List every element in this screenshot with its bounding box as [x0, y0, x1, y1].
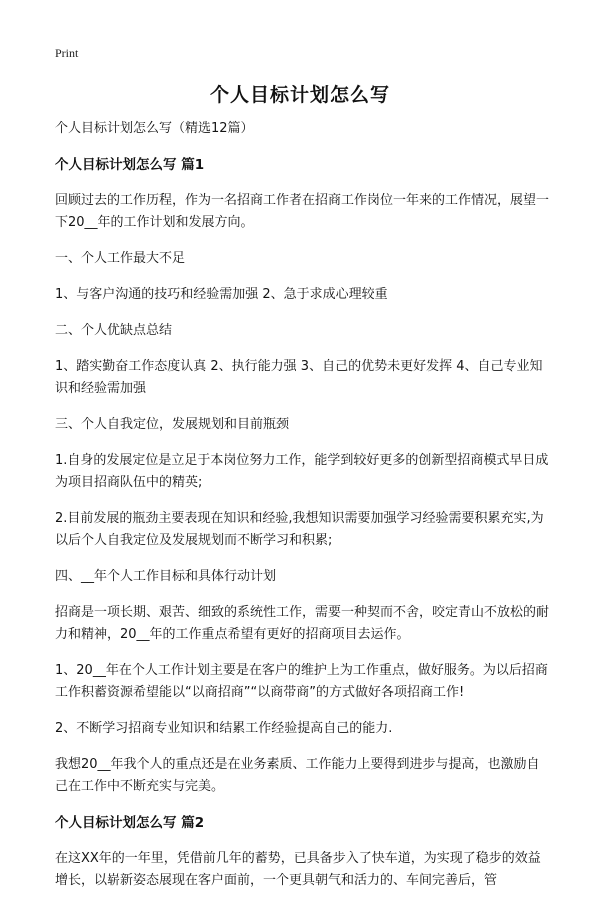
paragraph: 2、不断学习招商专业知识和结累工作经验提高自己的能力. [55, 721, 393, 736]
page-title: 个人目标计划怎么写 [209, 84, 390, 106]
paragraph: 一、个人工作最大不足 [55, 251, 186, 266]
paragraph: 1、20__年在个人工作计划主要是在客户的维护上为工作重点，做好服务。为以后招商工作积蓄资源希望能以“以商招商”“以商带商”的方式做好各项招商工作! [55, 663, 548, 700]
paragraph: 2.目前发展的瓶劲主要表现在知识和经验,我想知识需要加强学习经验需要积累充实,为以后个人自我定位及发展规划而不断学习和积累; [55, 511, 544, 548]
paragraph: 1.自身的发展定位是立足于本岗位努力工作，能学到较好更多的创新型招商模式早日成为项目招商队伍中的精英; [55, 453, 549, 490]
paragraph: 招商是一项长期、艰苦、细致的系统性工作，需要一种契而不舍，咬定青山不放松的耐力和精神，20__年的工作重点希望有更好的招商项目去运作。 [55, 605, 550, 642]
document-body [55, 118, 550, 906]
section-heading-2: 个人目标计划怎么写 篇2 [55, 815, 205, 831]
paragraph: 1、踏实勤奋工作态度认真 2、执行能力强 3、自己的优势未更好发挥 4、自己专业知识和经验需加强 [55, 359, 543, 396]
paragraph: 在这XX年的一年里，凭借前几年的蓄势，已具备步入了快车道，为实现了稳步的效益增长，以崭新姿态展现在客户面前，一个更具朝气和活力的、车间完善后，管 [55, 851, 541, 888]
paragraph: 1、与客户沟通的技巧和经验需加强 2、急于求成心理较重 [55, 287, 388, 302]
paragraph: 三、个人自我定位，发展规划和目前瓶颈 [55, 417, 290, 432]
section-heading-1: 个人目标计划怎么写 篇1 [55, 157, 205, 173]
paragraph: 四、__年个人工作目标和具体行动计划 [55, 569, 277, 584]
print-label[interactable]: Print [55, 46, 79, 60]
paragraph: 二、个人优缺点总结 [55, 323, 173, 338]
document-subtitle: 个人目标计划怎么写（精选12篇） [55, 121, 254, 136]
paragraph: 回顾过去的工作历程，作为一名招商工作者在招商工作岗位一年来的工作情况，展望一下20__年的工作计划和发展方向。 [55, 193, 550, 230]
paragraph: 我想20__年我个人的重点还是在业务素质、工作能力上要得到进步与提高，也激励自己在工作中不断充实与完美。 [55, 757, 540, 794]
